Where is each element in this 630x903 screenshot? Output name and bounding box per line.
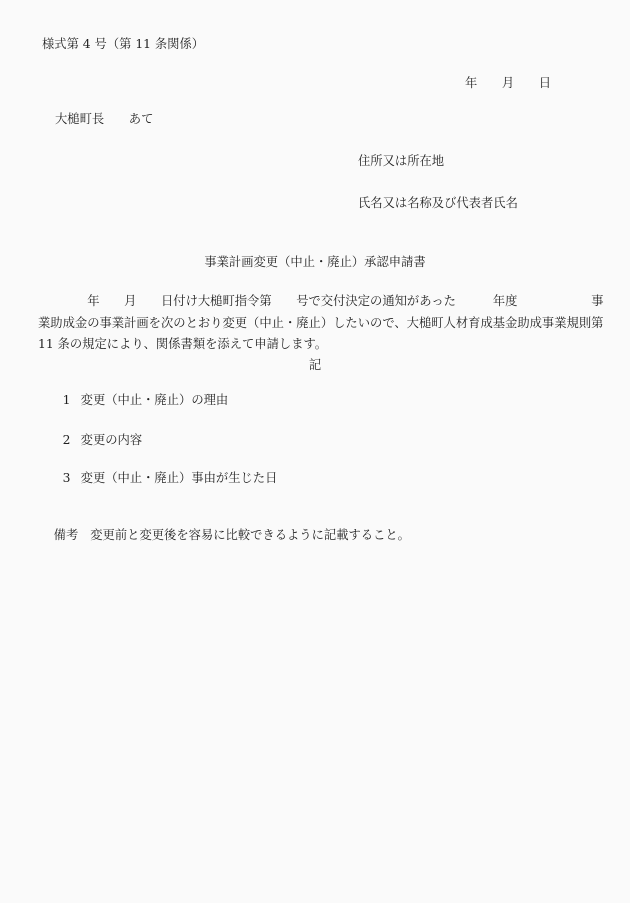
- form-number: 様式第 4 号（第 11 条関係）: [42, 37, 205, 51]
- notation-ki: 記: [308, 358, 322, 372]
- item-number: 2: [62, 433, 71, 447]
- paragraph-line: 11 条の規定により、関係書類を添えて申請します。: [38, 337, 328, 352]
- item-text: 変更（中止・廃止）事由が生じた日: [80, 471, 278, 485]
- name-label: 氏名又は名称及び代表者氏名: [358, 196, 518, 210]
- addressee-line: 大槌町長 あて: [55, 112, 154, 126]
- item-number: 3: [62, 471, 71, 485]
- address-label: 住所又は所在地: [358, 154, 445, 168]
- item-number: 1: [62, 393, 71, 407]
- paragraph-line: 業助成金の事業計画を次のとおり変更（中止・廃止）したいので、大槌町人材育成基金助成事業規則第: [38, 315, 604, 330]
- body-paragraph: [38, 291, 613, 356]
- paragraph-line: 年 月 日付け大槌町指令第 号で交付決定の通知があった 年度 事: [38, 294, 604, 308]
- date-line: 年 月 日: [465, 76, 552, 90]
- remarks-line: [38, 511, 410, 557]
- remarks-label: 備考: [53, 528, 79, 542]
- item-text: 変更の内容: [80, 433, 143, 447]
- remarks-text: 変更前と変更後を容易に比較できるように記載すること。: [90, 528, 410, 542]
- list-item-date-occurred: [47, 454, 277, 500]
- document-title: 事業計画変更（中止・廃止）承認申請書: [204, 255, 426, 269]
- item-text: 変更（中止・廃止）の理由: [80, 393, 229, 407]
